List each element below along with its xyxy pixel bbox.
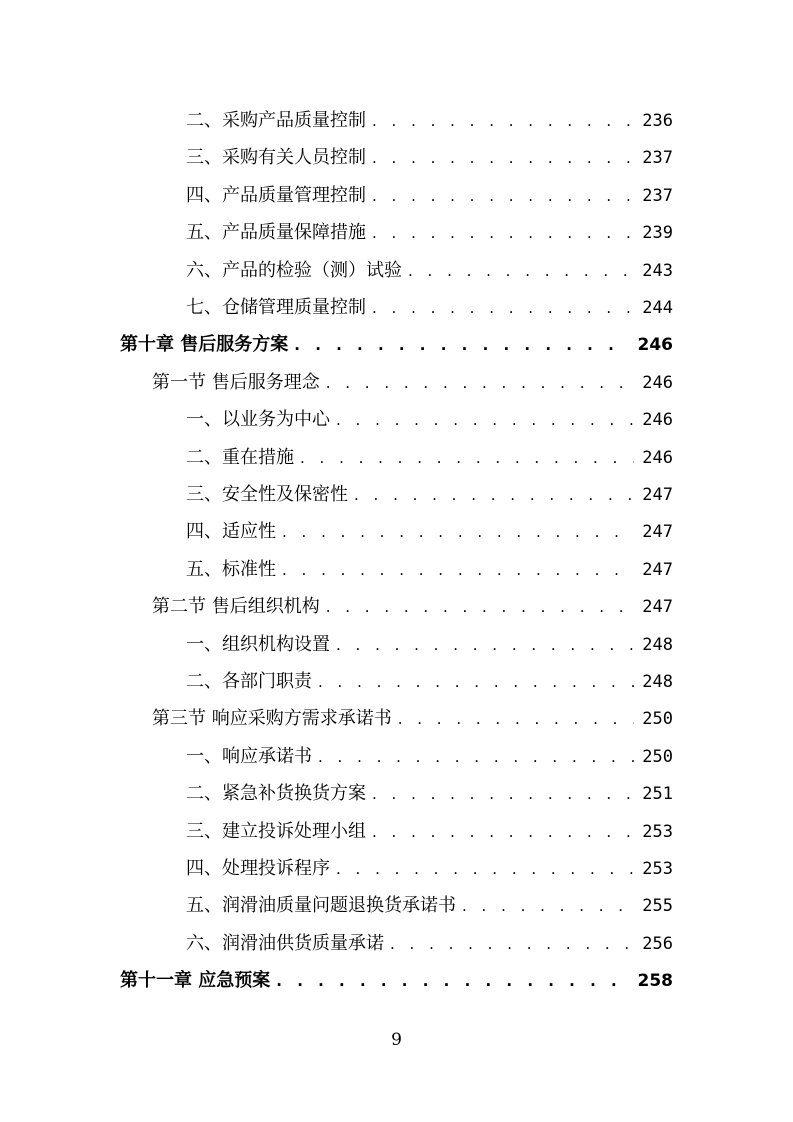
toc-entry-title: 五、润滑油质量问题退换货承诺书 <box>186 895 456 917</box>
toc-entry-page: 247 <box>642 559 673 580</box>
toc-leader-dots <box>336 854 634 884</box>
toc-entry-title: 二、紧急补货换货方案 <box>186 783 366 805</box>
toc-item-entry[interactable] <box>186 891 673 921</box>
toc-entry-page: 246 <box>642 372 673 393</box>
toc-entry-page: 248 <box>642 634 673 655</box>
toc-item-entry[interactable] <box>186 817 673 847</box>
toc-entry-page: 251 <box>642 784 673 805</box>
toc-item-entry[interactable] <box>186 143 673 173</box>
toc-entry-page: 247 <box>642 485 673 505</box>
toc-entry-page: 248 <box>642 672 673 692</box>
toc-entry-title: 一、组织机构设置 <box>186 633 330 655</box>
toc-leader-dots <box>326 368 635 398</box>
toc-item-entry[interactable] <box>186 742 673 772</box>
toc-entry-page: 250 <box>642 746 673 767</box>
toc-leader-dots <box>372 817 634 847</box>
toc-entry-title: 一、以业务为中心 <box>186 409 330 431</box>
toc-entry-title: 二、采购产品质量控制 <box>186 110 366 131</box>
toc-item-entry[interactable] <box>186 443 673 473</box>
toc-leader-dots <box>372 218 634 248</box>
toc-leader-dots <box>408 256 634 286</box>
toc-entry-title: 七、仓储管理质量控制 <box>186 297 366 318</box>
toc-entry-title: 四、适应性 <box>186 521 276 543</box>
toc-entry-page: 253 <box>642 821 673 842</box>
toc-entry-page: 253 <box>642 859 673 879</box>
toc-leader-dots <box>300 443 634 473</box>
toc-item-entry[interactable] <box>186 555 673 585</box>
toc-item-entry[interactable] <box>186 218 673 248</box>
toc-leader-dots <box>336 630 634 660</box>
toc-entry-title: 三、采购有关人员控制 <box>186 147 366 169</box>
toc-entry-page: 237 <box>642 148 673 169</box>
toc-section-entry[interactable] <box>152 368 673 398</box>
toc-entry-page: 246 <box>642 410 673 431</box>
toc-entry-title: 六、产品的检验（测）试验 <box>186 259 402 281</box>
toc-leader-dots <box>276 966 629 996</box>
toc-entry-page: 246 <box>642 447 673 468</box>
toc-entry-title: 第三节 响应采购方需求承诺书 <box>152 708 392 730</box>
toc-entry-title: 一、响应承诺书 <box>186 745 312 767</box>
toc-leader-dots <box>462 891 634 921</box>
toc-entry-page: 243 <box>642 260 673 281</box>
toc-section-entry[interactable] <box>152 704 673 734</box>
toc-leader-dots <box>354 480 634 510</box>
toc-entry-title: 第十章 售后服务方案 <box>120 334 289 356</box>
toc-leader-dots <box>398 704 635 734</box>
toc-entry-page: 246 <box>637 335 673 356</box>
toc-leader-dots <box>336 405 634 435</box>
toc-leader-dots <box>372 181 634 211</box>
toc-item-entry[interactable] <box>186 256 673 286</box>
toc-item-entry[interactable] <box>186 854 673 884</box>
toc-item-entry[interactable] <box>186 929 673 959</box>
toc-leader-dots <box>282 555 634 585</box>
toc-entry-title: 二、各部门职责 <box>186 671 312 692</box>
toc-entry-page: 244 <box>642 298 673 318</box>
toc-entry-page: 239 <box>642 223 673 244</box>
toc-chapter-entry[interactable] <box>120 330 673 360</box>
toc-entry-title: 二、重在措施 <box>186 446 294 468</box>
toc-entry-title: 六、润滑油供货质量承诺 <box>186 932 384 954</box>
toc-leader-dots <box>318 667 634 697</box>
toc-entry-page: 258 <box>637 971 673 992</box>
toc-item-entry[interactable] <box>186 181 673 211</box>
toc-item-entry[interactable] <box>186 480 673 510</box>
toc-leader-dots <box>318 742 634 772</box>
toc-entry-page: 255 <box>642 896 673 917</box>
toc-leader-dots <box>282 517 634 547</box>
toc-item-entry[interactable] <box>186 293 673 323</box>
toc-entry-title: 第一节 售后服务理念 <box>152 371 320 393</box>
toc-entry-title: 第十一章 应急预案 <box>120 970 271 992</box>
toc-entry-title: 第二节 售后组织机构 <box>152 596 320 618</box>
toc-leader-dots <box>372 293 634 323</box>
toc-entry-title: 五、产品质量保障措施 <box>186 222 366 244</box>
toc-entry-page: 236 <box>642 111 673 131</box>
toc-chapter-entry[interactable] <box>120 966 673 996</box>
toc-item-entry[interactable] <box>186 405 673 435</box>
toc-item-entry[interactable] <box>186 779 673 809</box>
toc-entry-title: 五、标准性 <box>186 558 276 580</box>
toc-entry-title: 三、安全性及保密性 <box>186 484 348 505</box>
toc-item-entry[interactable] <box>186 630 673 660</box>
toc-item-entry[interactable] <box>186 106 673 136</box>
toc-leader-dots <box>390 929 634 959</box>
toc-leader-dots <box>326 592 635 622</box>
toc-leader-dots <box>372 106 634 136</box>
toc-entry-page: 247 <box>642 597 673 618</box>
toc-entry-title: 三、建立投诉处理小组 <box>186 820 366 842</box>
toc-entry-page: 247 <box>642 522 673 543</box>
toc-entry-page: 256 <box>642 933 673 954</box>
toc-item-entry[interactable] <box>186 667 673 697</box>
toc-entry-page: 250 <box>642 709 673 730</box>
toc-entry-page: 237 <box>642 185 673 206</box>
toc-section-entry[interactable] <box>152 592 673 622</box>
toc-leader-dots <box>372 779 634 809</box>
toc-entry-title: 四、处理投诉程序 <box>186 858 330 879</box>
toc-leader-dots <box>372 143 634 173</box>
toc-entry-title: 四、产品质量管理控制 <box>186 184 366 206</box>
toc-leader-dots <box>294 330 629 360</box>
page-number: 9 <box>391 1030 402 1050</box>
toc-item-entry[interactable] <box>186 517 673 547</box>
